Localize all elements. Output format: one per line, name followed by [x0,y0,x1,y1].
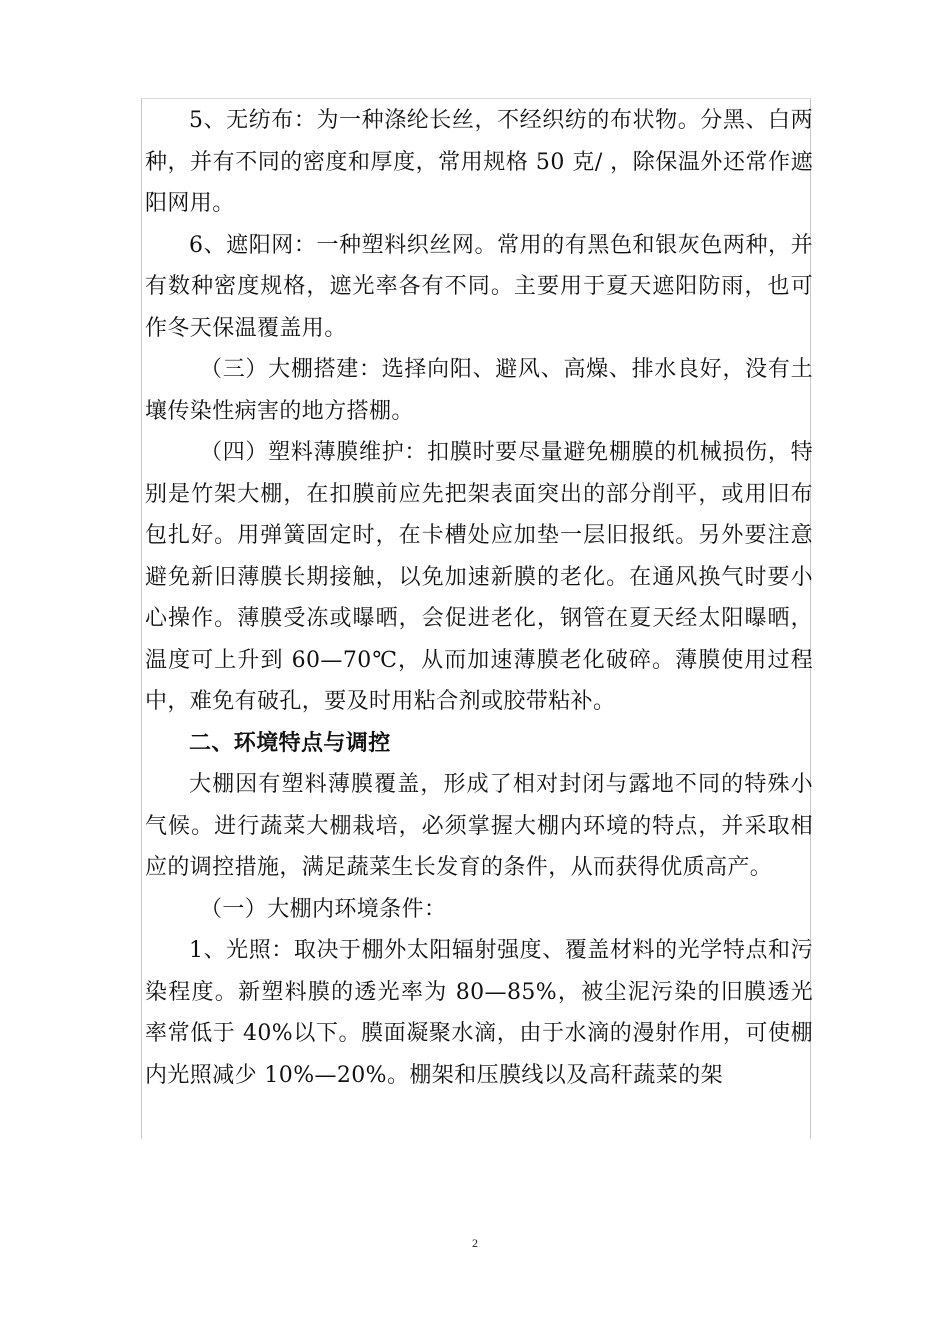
paragraph-microclimate: 大棚因有塑料薄膜覆盖，形成了相对封闭与露地不同的特殊小气候。进行蔬菜大棚栽培，必须掌握大棚内环境的特点，并采取相应的调控措施，满足蔬菜生长发育的条件，从而获得优质高产。 [145,772,813,880]
paragraph-shade-net: 6、遮阳网：一种塑料织丝网。常用的有黑色和银灰色两种，并有数种密度规格，遮光率各有不同。主要用于夏天遮阳防雨，也可作冬天保温覆盖用。 [145,232,813,341]
paragraph-film-maintenance: （四）塑料薄膜维护：扣膜时要尽量避免棚膜的机械损伤，特别是竹架大棚，在扣膜前应先把架表面突出的部分削平，或用旧布包扎好。用弹簧固定时，在卡槽处应加垫一层旧报纸。另外要注意避免新旧薄膜长期接触，以免加速新膜的老化。在通风换气时要小心操作。薄膜受冻或曝晒，会促进老化，钢管在夏天经太阳曝晒，温度可上升到 60—70℃，从而加速薄膜老化破碎。薄膜使用过程中，难免有破孔，要及时用粘合剂或胶带粘补。 [145,440,813,714]
paragraph-nonwoven-fabric: 5、无纺布：为一种涤纶长丝，不经织纺的布状物。分黑、白两种，并有不同的密度和厚度，常用规格 50 克/ ，除保温外还常作遮阳网用。 [145,108,813,216]
page-number: 2 [472,1236,478,1250]
section-heading: 二、环境特点与调控 [189,730,391,756]
paragraph-lighting: 1、光照：取决于棚外太阳辐射强度、覆盖材料的光学特点和污染程度。新塑料膜的透光率为 80—85%，被尘泥污染的旧膜透光率常低于 40%以下。膜面凝聚水滴，由于水滴的漫射作用，可使棚内光照减少 10%—20%。棚架和压膜线以及高秆蔬菜的架 [145,938,813,1088]
subsection-heading: （一）大棚内环境条件： [200,896,447,922]
document-body [145,100,813,1096]
paragraph-greenhouse-construction: （三）大棚搭建：选择向阳、避风、高燥、排水良好，没有土壤传染性病害的地方搭棚。 [145,357,813,424]
